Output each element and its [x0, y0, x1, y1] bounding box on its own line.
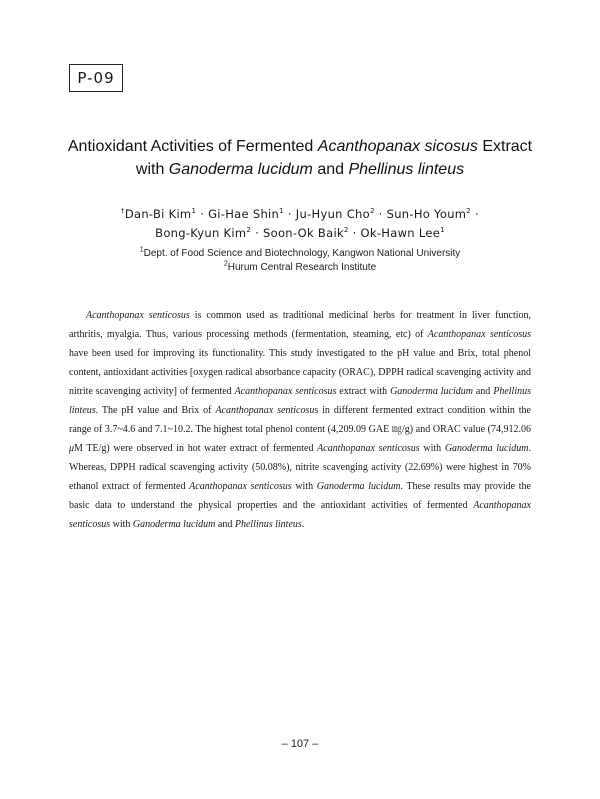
species-name: Acanthopanax senticosus [234, 386, 337, 397]
title-species: Ganoderma lucidum [168, 161, 313, 178]
author-name: Bong-Kyun Kim [155, 226, 247, 240]
affiliation-text: Hurum Central Research Institute [227, 262, 377, 273]
species-name: Ganoderma lucidum [444, 443, 529, 454]
author-name: Ju-Hyun Cho [295, 207, 370, 221]
author-name: Soon-Ok Baik [263, 226, 344, 240]
abstract-text: with [419, 443, 445, 454]
title-text: with [135, 161, 169, 178]
corresponding-mark: † [121, 207, 125, 216]
poster-code-box [69, 64, 123, 92]
author-line-1 [0, 205, 600, 224]
author-affil-mark: 2 [343, 226, 349, 235]
abstract-text: . These results may provide the basic data to understand the physical properties and the antioxidant activities of fermented [69, 481, 531, 511]
abstract-text: s in different fermented extract condition within the range of 3.7~4.6 and 7.1~10.2. The highest total phenol content (4,209.09 GAE ㎎/g) and ORAC value (74,912.06 [69, 405, 531, 435]
title-text: Extract [477, 138, 533, 155]
author-separator: · [196, 207, 209, 221]
abstract-text: extract with [336, 386, 391, 397]
abstract-paragraph [69, 306, 531, 534]
author-affil-mark: 2 [246, 226, 252, 235]
species-name: Acanthopanax senticosus [86, 310, 190, 321]
species-name: Acanthopanax senticosus [427, 329, 531, 340]
abstract-text: and [472, 386, 494, 397]
author-name: Gi-Hae Shin [208, 207, 280, 221]
paper-title [0, 135, 600, 181]
abstract-text: . Whereas, DPPH radical scavenging activity (50.08%), nitrite scavenging activity (22.69%) were highest in 70% ethanol extract of fermented [69, 443, 531, 492]
title-line-2 [0, 158, 600, 181]
species-name: Phellinus linteus [234, 519, 302, 530]
author-separator: · [283, 207, 296, 221]
author-separator: · [471, 207, 479, 221]
abstract-text: with [291, 481, 317, 492]
species-name: Ganoderma lucidum [390, 386, 473, 397]
author-name: Sun-Ho Youm [386, 207, 467, 221]
author-affil-mark: 2 [466, 207, 472, 216]
author-name: Ok-Hawn Lee [360, 226, 441, 240]
abstract-text: . [301, 519, 305, 530]
title-text: Antioxidant Activities of Fermented [67, 138, 318, 155]
affiliation-mark: 1 [139, 246, 144, 254]
author-affil-mark: 1 [279, 207, 284, 216]
title-species: Acanthopanax sicosus [317, 138, 478, 155]
species-name: Phellinus linteus [69, 386, 531, 416]
author-affil-mark: 1 [440, 226, 445, 235]
species-name: Acanthopanax senticosus [189, 481, 292, 492]
affiliation-2 [0, 261, 600, 275]
author-separator: · [348, 226, 361, 240]
abstract-text: . The pH value and Brix of [95, 405, 216, 416]
title-species: Phellinus linteus [348, 161, 465, 178]
author-separator: · [251, 226, 264, 240]
poster-code: P-09 [77, 69, 115, 87]
author-name: Dan-Bi Kim [124, 207, 192, 221]
author-separator: · [374, 207, 387, 221]
affiliation-1 [0, 247, 600, 261]
abstract-text: with [110, 519, 133, 530]
abstract-text: is common used as traditional medicinal herbs for treatment in liver function, arthritis, myalgia. Thus, various processing methods (fermentation, steaming, etc) of [69, 310, 531, 340]
abstract-text: M TE/g) were observed in hot water extract of fermented [74, 443, 318, 454]
affiliation-mark: 2 [223, 260, 228, 268]
author-line-2 [0, 224, 600, 243]
species-name: Acanthopanax senticosus [69, 500, 531, 530]
author-list [0, 205, 600, 243]
affiliations [0, 247, 600, 275]
page-number: – 107 – [281, 738, 319, 750]
author-affil-mark: 2 [369, 207, 375, 216]
micro-symbol: μ [69, 443, 75, 454]
title-text: and [312, 161, 349, 178]
title-line-1 [0, 135, 600, 158]
species-name: Ganoderma lucidum [316, 481, 401, 492]
abstract-text: have been used for improving its functionality. This study investigated to the pH value and Brix, total phenol content, antioxidant activities [oxygen radical absorbance capacity (ORAC), DPPH radical scavenging activity and nitrite scavenging activity] of fermented [69, 348, 531, 397]
species-name: Acanthopanax senticosus [317, 443, 420, 454]
species-name: Ganoderma lucidum [132, 519, 216, 530]
abstract-text: and [215, 519, 235, 530]
species-name: Acanthopanax senticosu [215, 405, 315, 416]
author-affil-mark: 1 [191, 207, 197, 216]
affiliation-text: Dept. of Food Science and Biotechnology, Kangwon National University [143, 248, 461, 259]
